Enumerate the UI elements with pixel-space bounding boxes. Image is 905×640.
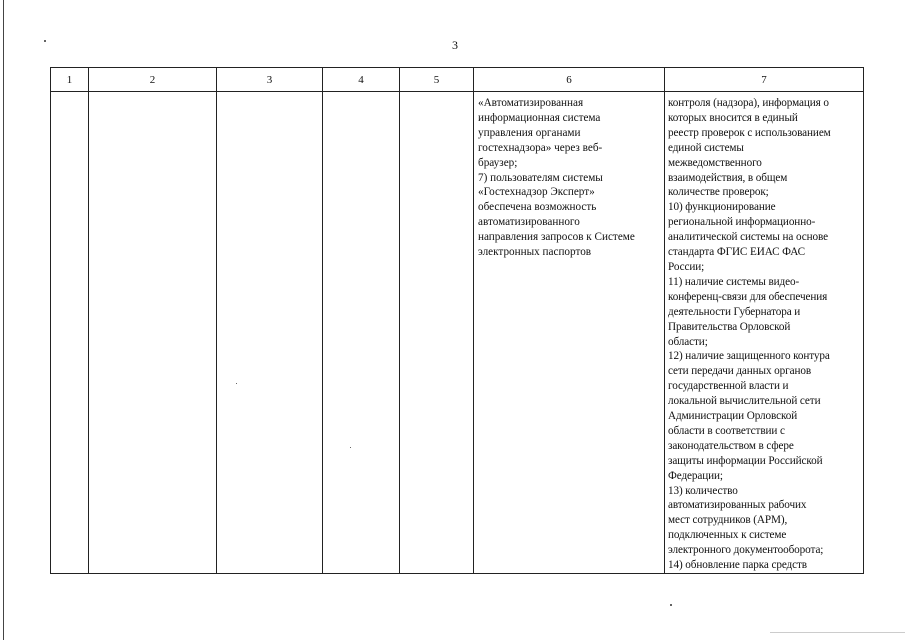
scan-bottom-line xyxy=(770,632,905,633)
table-header-row xyxy=(51,68,864,92)
column-header-2: 2 xyxy=(89,68,217,92)
cell-col-1 xyxy=(51,92,89,574)
cell-col-5 xyxy=(400,92,474,574)
scan-speck xyxy=(44,40,46,42)
cell-col-4-text xyxy=(323,92,399,96)
document-table xyxy=(50,67,864,574)
column-header-7: 7 xyxy=(665,68,864,92)
cell-col-4 xyxy=(323,92,400,574)
cell-col-7-text: контроля (надзора), информация о которых вносится в единый реестр проверок с использованием единой системы межведомственного взаимодействия, в общем количестве проверок; 10) функционирование региональной информационно- аналитической системы на основе стандарта ФГИС ЕИАС ФАС России; 11) наличие системы видео- конференц-связи для обеспечения деятельности Губернатора и Правительства Орловской области; 12) наличие защищенного контура сети передачи данных органов государственной власти и локальной вычислительной сети Администрации Орловской области в соответствии с законодательством в сфере защиты информации Российской Федерации; 13) количество автоматизированных рабочих мест сотрудников (АРМ), подключенных к системе электронного документооборота; 14) обновление парка средств xyxy=(668,97,831,572)
cell-col-3-text xyxy=(217,92,322,96)
scan-left-edge-line xyxy=(3,0,4,640)
table-row xyxy=(51,92,864,574)
scan-speck xyxy=(670,604,672,606)
cell-col-5-text xyxy=(400,92,473,96)
cell-col-6-text: «Автоматизированная информационная система управления органами гостехнадзора» через веб- браузер; 7) пользователям системы «Гостехнадзор Эксперт» обеспечена возможность автоматизированного направления запросов к Системе электронных паспортов xyxy=(478,97,635,259)
column-header-5: 5 xyxy=(400,68,474,92)
cell-col-2 xyxy=(89,92,217,574)
column-header-4: 4 xyxy=(323,68,400,92)
scan-speck xyxy=(236,383,237,384)
cell-col-6 xyxy=(474,92,665,574)
column-header-3: 3 xyxy=(217,68,323,92)
scan-speck xyxy=(350,447,351,448)
cell-col-7 xyxy=(665,92,864,574)
cell-col-3 xyxy=(217,92,323,574)
cell-col-1-text xyxy=(51,92,88,96)
cell-col-2-text xyxy=(89,92,216,96)
column-header-6: 6 xyxy=(474,68,665,92)
column-header-1: 1 xyxy=(51,68,89,92)
page-number: 3 xyxy=(452,38,458,52)
